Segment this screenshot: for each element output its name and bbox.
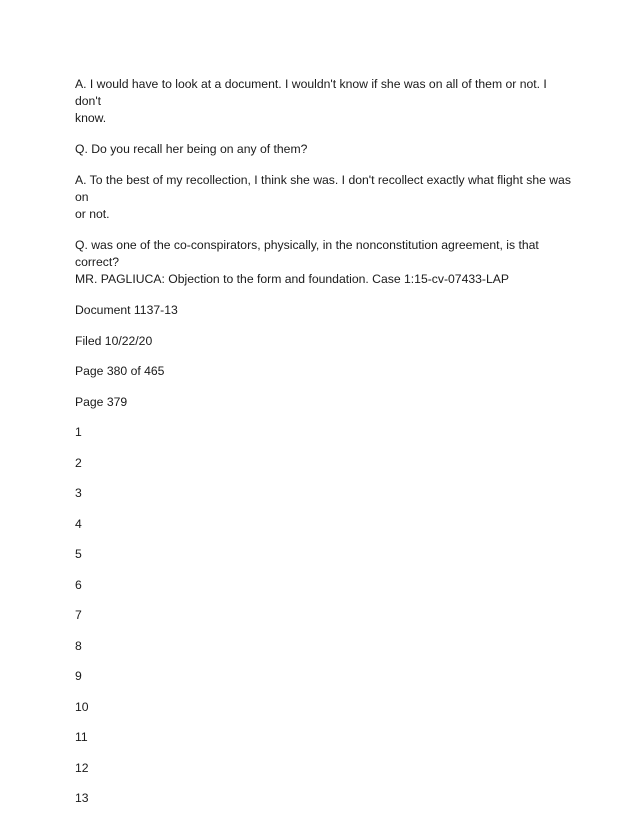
answer-paragraph-2	[75, 172, 575, 223]
text-line: A. I would have to look at a document. I wouldn't know if she was on all of them or not. I don't	[75, 77, 547, 108]
line-number: 8	[75, 638, 82, 653]
line-number: 11	[75, 730, 88, 744]
text-line: A. To the best of my recollection, I think she was. I don't recollect exactly what flight she was on	[75, 173, 571, 204]
line-number: 13	[75, 791, 89, 805]
line-number: 7	[75, 608, 82, 622]
text-line: Q. was one of the co-conspirators, physically, in the nonconstitution agreement, is that correct?	[75, 238, 539, 269]
text-line: MR. PAGLIUCA: Objection to the form and foundation. Case 1:15-cv-07433-LAP	[75, 272, 510, 286]
page-of-total: Page 380 of 465	[75, 364, 165, 378]
line-number: 2	[75, 455, 82, 470]
text-line: know.	[75, 111, 107, 125]
line-number: 5	[75, 547, 82, 561]
question-paragraph-1	[75, 141, 575, 158]
answer-paragraph-1	[75, 76, 575, 127]
line-number: 3	[75, 486, 82, 500]
text-line: or not.	[75, 207, 110, 221]
line-number: 1	[75, 425, 82, 439]
text-line: Q. Do you recall her being on any of them?	[75, 142, 308, 156]
document-number: Document 1137-13	[75, 303, 178, 317]
filed-date: Filed 10/22/20	[75, 333, 153, 348]
line-number: 6	[75, 577, 82, 592]
line-number: 10	[75, 699, 89, 714]
document-page	[75, 76, 575, 821]
line-number: 12	[75, 760, 89, 775]
line-number-list	[75, 424, 575, 807]
line-number: 4	[75, 516, 82, 531]
line-number: 9	[75, 669, 82, 683]
page-label: Page 379	[75, 394, 128, 409]
question-paragraph-2	[75, 237, 575, 288]
document-metadata	[75, 302, 575, 411]
